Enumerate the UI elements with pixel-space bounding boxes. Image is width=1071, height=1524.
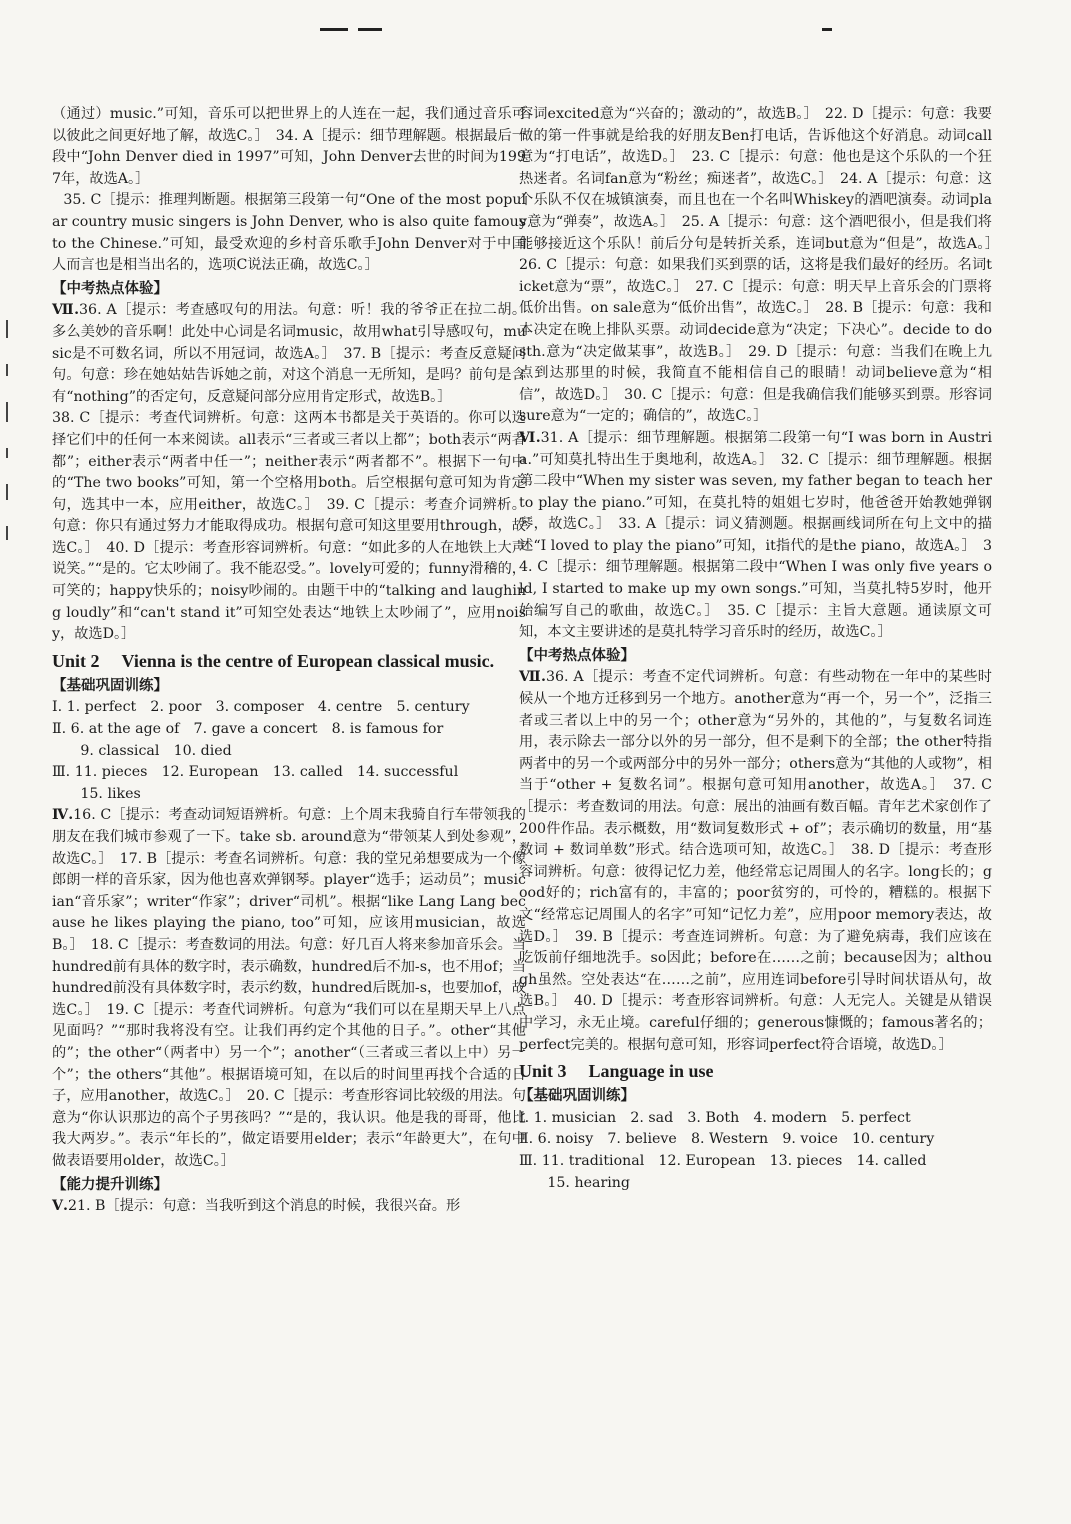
top-mark-left xyxy=(320,28,348,31)
section-heading: 【中考热点体验】 xyxy=(519,646,635,664)
answer-text: 36. A［提示：考查不定代词辨析。句意：有些动物在一年中的某些时候从一个地方迁移到另一个地方。another意为“再一个，另一个”，泛指三者或三者以上中的另一个；other意为“另外的，其他的”，与复数名词连用，表示除去一部分以外的另一部分，但不是剩下的全部；the other特指两者中的另一个或两部分中的另外一部分；others意为“其他的人或物”，相当于“other + 复数名词”。根据句意可知用another，故选A。］ 37. C［提示：考查数词的用法。句意：展出的油画有数百幅。青年艺术家创作了200件作品。表示概数，用“数词复数形式 + of”；表示确切的数量，用“基数词 + 数词单数”形式。结合选项可知，故选C。］ 38. D［提示：考查形容词辨析。句意：彼得记忆力差，他经常忘记周围人的名字。long长的；good好的；rich富有的，丰富的；poor贫穷的，可怜的，糟糕的。根据下文“经常忘记周围人的名字”可知“记忆力差”，应用poor memory表达，故选D。］ 39. B［提示：考查连词辨析。句意：为了避免病毒，我们应该在吃饭前仔细地洗手。so因此；before在……之前；because因为；although虽然。空处表达“在……之前”，应用连词before引导时间状语从句，故选B。］ 40. D［提示：考查形容词辨析。句意：人无完人。关键是从错误中学习，永无止境。careful仔细的；generous慷慨的；famous著名的；perfect完美的。根据句意可知，形容词perfect符合语境，故选D。］ xyxy=(519,669,992,1053)
answer-line: 15. hearing xyxy=(519,1174,630,1191)
section-heading: 【中考热点体验】 xyxy=(52,279,168,297)
answer-text: 16. C［提示：考查动词短语辨析。句意：上个周末我骑自行车带领我的朋友在我们城市参观了一下。take sb. around意为“带领某人到处参观”，故选C。］ 17. B［提示：考查名词辨析。句意：我的堂兄弟想要成为一个像郎朗一样的音乐家，因为他也喜欢弹钢琴。player“选手；运动员”；musician“音乐家”；writer“作家”；driver“司机”。根据“like Lang Lang because he likes playing the piano, too”可知，应该用musician，故选B。］ 18. C［提示：考查数词的用法。句意：好几百人将来参加音乐会。当hundred前有具体的数字时，表示确数，hundred后不加-s，也不用of；当hundred前没有具体数字时，表示约数，hundred后既加-s，也要加of，故选C。］ 19. C［提示：考查代词辨析。句意为“我们可以在星期天早上八点见面吗？”“那时我将没有空。让我们再约定个其他的日子。”。other“其他的”；the other“（两者中）另一个”；another“（三者或三者以上中）另一个”；the others“其他”。根据语境可知，在以后的时间里再找个合适的日子，应用another，故选C。］ 20. C［提示：考查形容词比较级的用法。句意为“你认识那边的高个子男孩吗？”“是的，我认识。他是我的哥哥，他比我大两岁。”。表示“年长的”，做定语要用elder；表示“年龄更大”，在句中做表语要用older，故选C。］ xyxy=(52,807,526,1169)
answer-paragraph: 容词excited意为“兴奋的；激动的”，故选B。］ 22. D［提示：句意：我要做的第一件事就是给我的好朋友Ben打电话，告诉他这个好消息。动词call意为“打电话”，故选D。］ 23. C［提示：句意：他也是这个乐队的一个狂热迷者。名词fan意为“粉丝；痴迷者”，故选C。］ 24. A［提示：句意：这个乐队不仅在城镇演奏，而且也在一个名叫Whiskey的酒吧演奏。动词play意为“弹奏”，故选A。］ 25. A［提示：句意：这个酒吧很小，但是我们将能够接近这个乐队！前后分句是转折关系，连词but意为“但是”，故选A。］ 26. C［提示：句意：如果我们买到票的话，这将是我们最好的经历。名词ticket意为“票”，故选C。］ 27. C［提示：句意：明天早上音乐会的门票将低价出售。on sale意为“低价出售”，故选C。］ 28. B［提示：句意：我和本决定在晚上排队买票。动词decide意为“决定；下决心”。decide to do sth.意为“决定做某事”，故选B。］ 29. D［提示：句意：当我们在晚上九点到达那里的时候，我简直不能相信自己的眼睛！动词believe意为“相信”，故选D。］ 30. C［提示：句意：但是我确信我们能够买到票。形容词sure意为“一定的；确信的”，故选C。］ xyxy=(519,106,1007,425)
unit-title: Language in use xyxy=(588,1061,714,1082)
answer-text: 36. A［提示：考查感叹句的用法。句意：听！我的爷爷正在拉二胡。多么美妙的音乐啊！此处中心词是名词music，故用what引导感叹句，music是不可数名词，所以不用冠词，故选A。］ 37. B［提示：考查反意疑问句。句意：珍在她姑姑告诉她之前，对这个消息一无所知，是吗？前句是含有“nothing”的否定句，反意疑问部分应用肯定形式，故选B。］ xyxy=(52,302,527,405)
roman-numeral: Ⅶ. xyxy=(52,302,80,319)
right-column xyxy=(519,104,1007,1194)
unit-heading xyxy=(52,650,526,672)
roman-numeral: Ⅶ. xyxy=(519,669,546,686)
answer-line: 9. classical 10. died xyxy=(52,742,232,759)
left-column xyxy=(52,104,526,1218)
top-mark-right xyxy=(822,28,832,31)
top-mark-mid xyxy=(358,28,382,31)
unit-heading xyxy=(519,1060,992,1082)
unit-number: Unit 2 xyxy=(52,650,100,671)
section-heading: 【基础巩固训练】 xyxy=(52,676,168,694)
answer-text: 21. B［提示：句意：当我听到这个消息的时候，我很兴奋。形 xyxy=(67,1198,461,1215)
section-heading: 【基础巩固训练】 xyxy=(519,1087,635,1105)
answer-paragraph xyxy=(519,667,992,1056)
answer-line: Ⅱ. 6. noisy 7. believe 8. Western 9. voice 10. century xyxy=(519,1131,935,1148)
answer-line: Ⅲ. 11. traditional 12. European 13. pieces 14. called xyxy=(519,1152,927,1169)
roman-numeral: Ⅳ. xyxy=(52,807,74,824)
binding-edge-marks xyxy=(6,320,10,740)
answer-paragraph: （通过）music.”可知，音乐可以把世界上的人连在一起，我们通过音乐可以彼此之间更好地了解，故选C。］ 34. A［提示：细节理解题。根据最后一段中“John Denver died in 1997”可知，John Denver去世的时间为1997年，故选A。］ xyxy=(52,106,526,187)
unit-title: Vienna is the centre of European classical music. xyxy=(121,650,495,671)
answer-paragraph xyxy=(519,428,992,644)
answer-paragraph xyxy=(52,805,526,1172)
answer-text: 31. A［提示：细节理解题。根据第二段第一句“I was born in Austria.”可知莫扎特出生于奥地利，故选A。］ 32. C［提示：细节理解题。根据第二段中“When my sister was seven, my father began to teach her to play the piano.”可知，在莫扎特的姐姐七岁时，他爸爸开始教她弹钢琴，故选C。］ 33. A［提示：词义猜测题。根据画线词所在句上文中的描述“I loved to play the piano”可知，it指代的是the piano，故选A。］ 34. C［提示：细节理解题。根据第二段中“When I was only five years old, I started to make up my own songs.”可知，当莫扎特5岁时，他开始编写自己的歌曲，故选C。］ 35. C［提示：主旨大意题。通读原文可知，本文主要讲述的是莫扎特学习音乐时的经历，故选C。］ xyxy=(519,429,992,641)
answer-line: Ⅱ. 6. at the age of 7. gave a concert 8. is famous for xyxy=(52,721,444,738)
section-heading: 【能力提升训练】 xyxy=(52,1175,168,1193)
answer-paragraph: 38. C［提示：考查代词辨析。句意：这两本书都是关于英语的。你可以选择它们中的任何一本来阅读。all表示“三者或三者以上都”；both表示“两者都”；either表示“两者中任一”；neither表示“两者都不”。根据下一句中的“The two books”可知，第一个空格用both。后空根据句意可知为肯定句，选其中一本，应用either，故选C。］ 39. C［提示：考查介词辨析。句意：你只有通过努力才能取得成功。根据句意可知这里要用through，故选C。］ 40. D［提示：考查形容词辨析。句意：“如此多的人在地铁上大声说笑。”“是的。它太吵闹了。我不能忍受。”。lovely可爱的；funny滑稽的，可笑的；happy快乐的；noisy吵闹的。由题干中的“talking and laughing loudly”和“can't stand it”可知空处表达“地铁上太吵闹了”，应用noisy，故选D。］ xyxy=(52,410,526,643)
answer-line: Ⅰ. 1. musician 2. sad 3. Both 4. modern 5. perfect xyxy=(519,1109,911,1126)
roman-numeral: Ⅵ. xyxy=(519,429,541,446)
answer-line: Ⅲ. 11. pieces 12. European 13. called 14. successful xyxy=(52,764,459,781)
answer-line: 15. likes xyxy=(52,785,141,802)
answer-paragraph xyxy=(52,300,526,408)
answer-paragraph xyxy=(52,1196,526,1218)
answer-paragraph: 35. C［提示：推理判断题。根据第三段第一句“One of the most popular country music singers is John Denver, who is also quite famous to the Chinese.”可知，最受欢迎的乡村音乐歌手John Denver对于中国人而言也是相当出名的，选项C说法正确，故选C。］ xyxy=(52,192,526,274)
answer-line: Ⅰ. 1. perfect 2. poor 3. composer 4. centre 5. century xyxy=(52,699,470,716)
roman-numeral: Ⅴ. xyxy=(52,1198,68,1215)
unit-number: Unit 3 xyxy=(519,1061,567,1082)
